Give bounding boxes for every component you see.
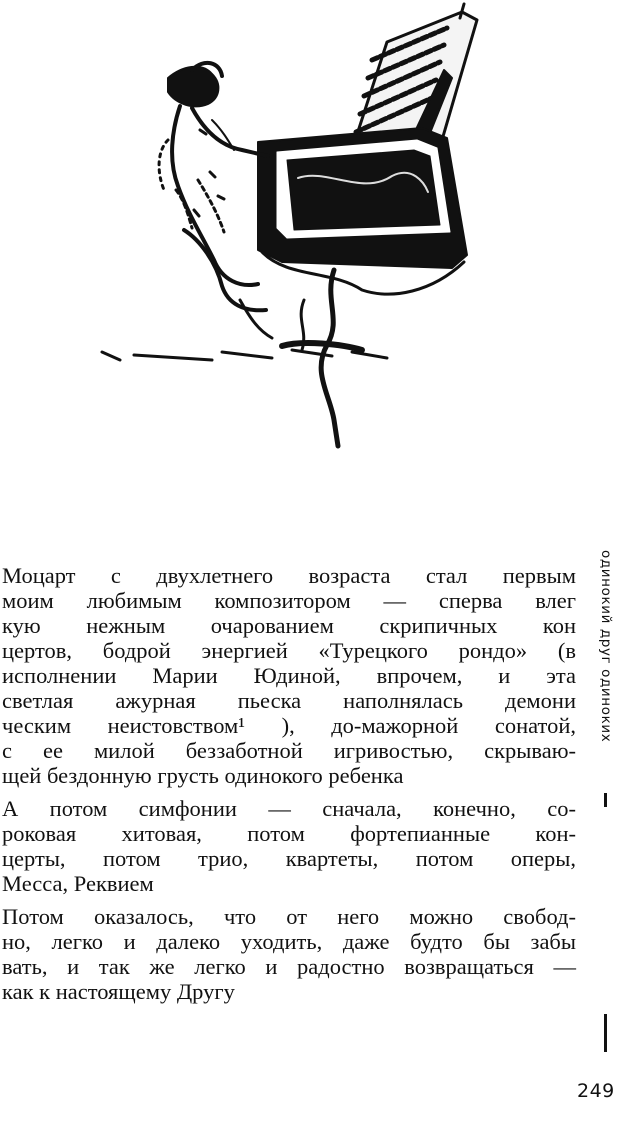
header-rule xyxy=(604,793,607,807)
text-line: вать, и так же легко и радостно возвращаться — xyxy=(2,954,576,979)
text-line: кую нежным очарованием скрипичных кон xyxy=(2,613,576,638)
text-line: ческим неистовством¹ ), до-мажорной сонатой, xyxy=(2,713,576,738)
text-line: Потом оказалось, что от него можно свобод- xyxy=(2,904,576,929)
margin-rule xyxy=(604,1014,607,1052)
text-line: Месса, Реквием xyxy=(2,871,154,896)
child-at-harpsichord-icon xyxy=(72,0,492,452)
text-line: исполнении Марии Юдиной, впрочем, и эта xyxy=(2,663,576,688)
text-line: с ее милой беззаботной игривостью, скрываю- xyxy=(2,738,576,763)
text-line: церты, потом трио, квартеты, потом оперы, xyxy=(2,846,576,871)
text-line: светлая ажурная пьеска наполнялась демони xyxy=(2,688,576,713)
text-line: моим любимым композитором — сперва влег xyxy=(2,588,576,613)
text-line: роковая хитовая, потом фортепианные кон- xyxy=(2,821,576,846)
text-line: цертов, бодрой энергией «Турецкого рондо» (в xyxy=(2,638,576,663)
running-header: одинокий друг одиноких xyxy=(598,550,614,743)
body-text xyxy=(2,563,576,1004)
text-line: Моцарт с двухлетнего возраста стал первым xyxy=(2,563,576,588)
text-line: А потом симфонии — сначала, конечно, со- xyxy=(2,796,576,821)
page-number: 249 xyxy=(577,1080,615,1102)
harpsichord-illustration xyxy=(72,0,492,452)
text-line: но, легко и далеко уходить, даже будто бы забы xyxy=(2,929,576,954)
text-line: как к настоящему Другу xyxy=(2,979,235,1004)
text-line: щей бездонную грусть одинокого ребенка xyxy=(2,763,404,788)
